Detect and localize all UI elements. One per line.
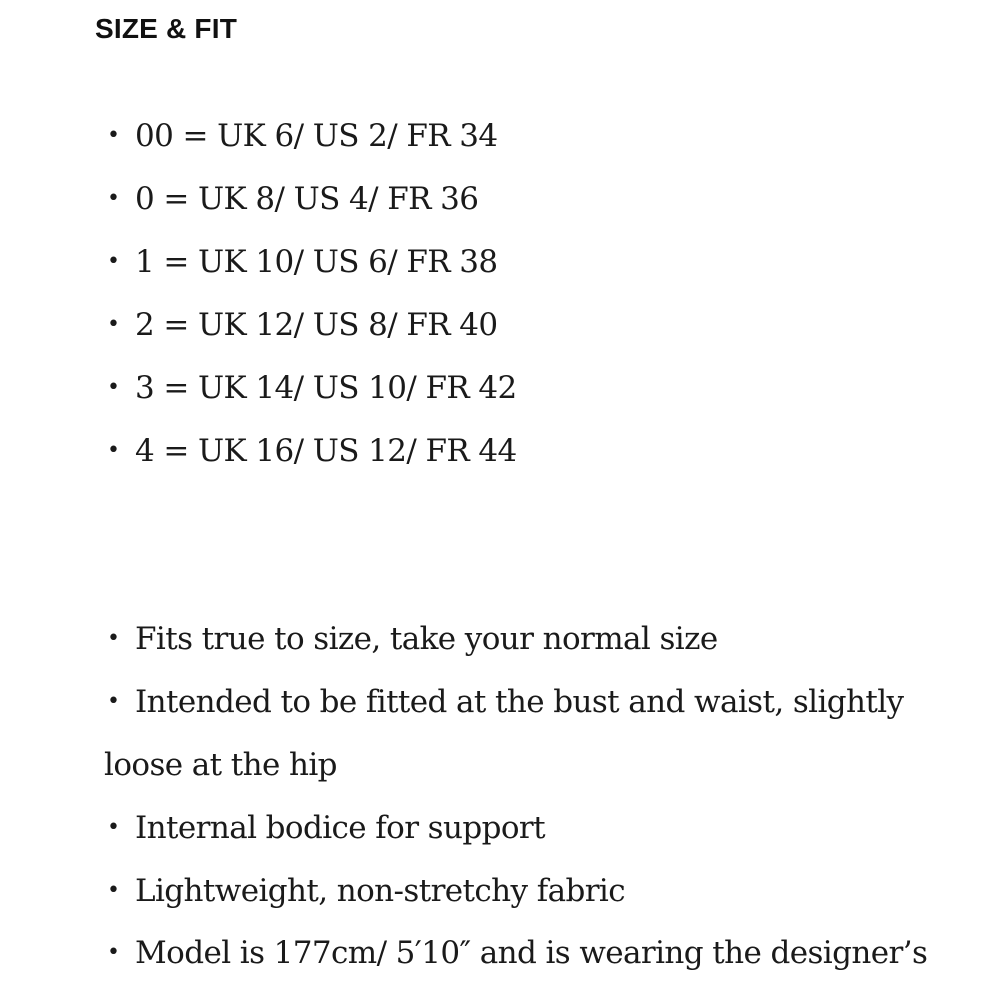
size-conversion-text: 00 = UK 6/ US 2/ FR 34	[135, 118, 498, 154]
fit-note-text: Lightweight, non-stretchy fabric	[135, 873, 625, 909]
bullet-icon: •	[107, 815, 120, 840]
fit-note-text: Intended to be fitted at the bust and waist, slightly	[135, 684, 904, 720]
bullet-icon: •	[107, 878, 120, 903]
size-conversion-text: 4 = UK 16/ US 12/ FR 44	[135, 433, 517, 469]
bullet-icon: •	[107, 626, 120, 651]
bullet-icon: •	[107, 689, 120, 714]
bullet-icon: •	[107, 186, 120, 211]
fit-note-text: Fits true to size, take your normal size	[135, 621, 718, 657]
size-conversion-text: 1 = UK 10/ US 6/ FR 38	[135, 244, 498, 280]
bullet-icon: •	[107, 123, 120, 148]
bullet-icon: •	[107, 940, 120, 965]
bullet-icon: •	[107, 312, 120, 337]
fit-note-text: Model is 177cm/ 5′10″ and is wearing the designer’s	[135, 935, 928, 971]
bullet-icon: •	[107, 438, 120, 463]
fit-note-continuation-text: loose at the hip	[104, 747, 337, 783]
section-heading: SIZE & FIT	[95, 13, 237, 44]
fit-note-text: Internal bodice for support	[135, 810, 545, 846]
bullet-icon: •	[107, 249, 120, 274]
size-conversion-text: 2 = UK 12/ US 8/ FR 40	[135, 307, 498, 343]
size-conversion-text: 3 = UK 14/ US 10/ FR 42	[135, 370, 517, 406]
size-conversion-text: 0 = UK 8/ US 4/ FR 36	[135, 181, 479, 217]
bullet-icon: •	[107, 375, 120, 400]
